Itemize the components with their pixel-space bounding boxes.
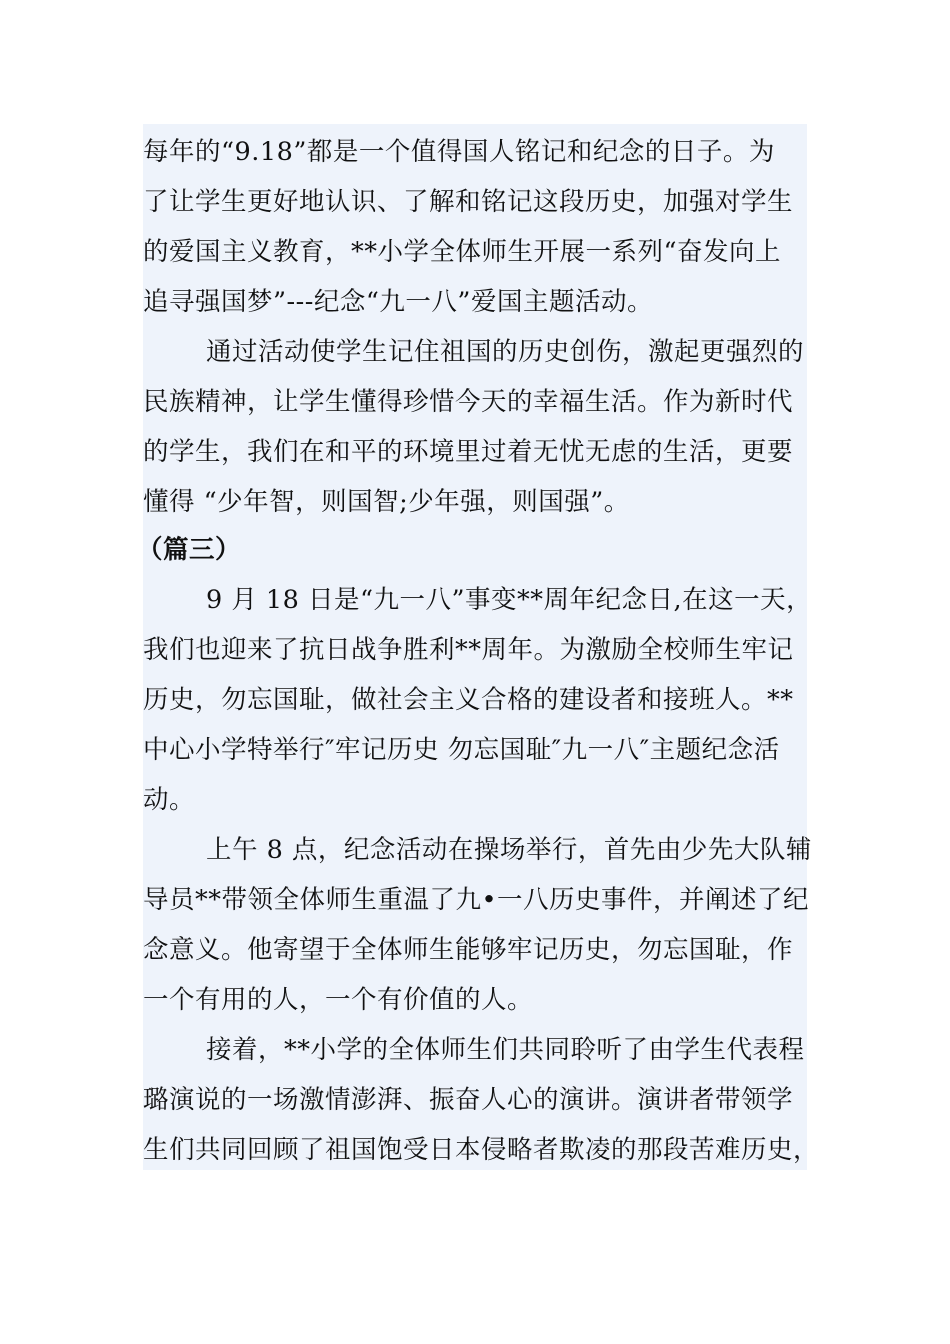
paragraph-1-line-4: 追寻强国梦”---纪念“九一八”爱国主题活动。 [143, 287, 653, 317]
paragraph-1-line-3: 的爱国主义教育，**小学全体师生开展一系列“奋发向上 [143, 237, 782, 267]
paragraph-2-line-4: 懂得 “少年智，则国智;少年强，则国强”。 [143, 487, 630, 517]
paragraph-2-line-2: 民族精神，让学生懂得珍惜今天的幸福生活。作为新时代 [143, 387, 794, 417]
paragraph-3-line-5: 动。 [143, 785, 196, 815]
paragraph-2-line-1: 通过活动使学生记住祖国的历史创伤，激起更强烈的 [206, 337, 805, 367]
paragraph-1-line-2: 了让学生更好地认识、了解和铭记这段历史，加强对学生 [143, 187, 794, 217]
paragraph-4-line-4: 一个有用的人，一个有价值的人。 [143, 985, 534, 1015]
paragraph-2-line-3: 的学生，我们在和平的环境里过着无忧无虑的生活，更要 [143, 437, 794, 467]
paragraph-5-line-2: 璐演说的一场激情澎湃、振奋人心的演讲。演讲者带领学 [143, 1085, 794, 1115]
paragraph-4-line-3: 念意义。他寄望于全体师生能够牢记历史，勿忘国耻，作 [143, 935, 794, 965]
section-heading: （篇三） [137, 535, 242, 565]
paragraph-4-line-2: 导员**带领全体师生重温了九•一八历史事件，并阐述了纪 [143, 885, 810, 915]
paragraph-3-line-1: 9 月 18 日是“九一八”事变**周年纪念日,在这一天， [206, 585, 813, 615]
paragraph-4-line-1: 上午 8 点，纪念活动在操场举行，首先由少先大队辅 [206, 835, 812, 865]
paragraph-3-line-4: 中心小学特举行″牢记历史 勿忘国耻″九一八″主题纪念活 [143, 735, 780, 765]
paragraph-3-line-3: 历史，勿忘国耻，做社会主义合格的建设者和接班人。** [143, 685, 794, 715]
paragraph-5-line-3: 生们共同回顾了祖国饱受日本侵略者欺凌的那段苦难历史， [143, 1135, 820, 1165]
paragraph-3-line-2: 我们也迎来了抗日战争胜利**周年。为激励全校师生牢记 [143, 635, 794, 665]
paragraph-5-line-1: 接着，**小学的全体师生们共同聆听了由学生代表程 [206, 1035, 805, 1065]
document-body [137, 124, 820, 1170]
paragraph-1-line-1: 每年的“9.18”都是一个值得国人铭记和纪念的日子。为 [143, 137, 775, 167]
